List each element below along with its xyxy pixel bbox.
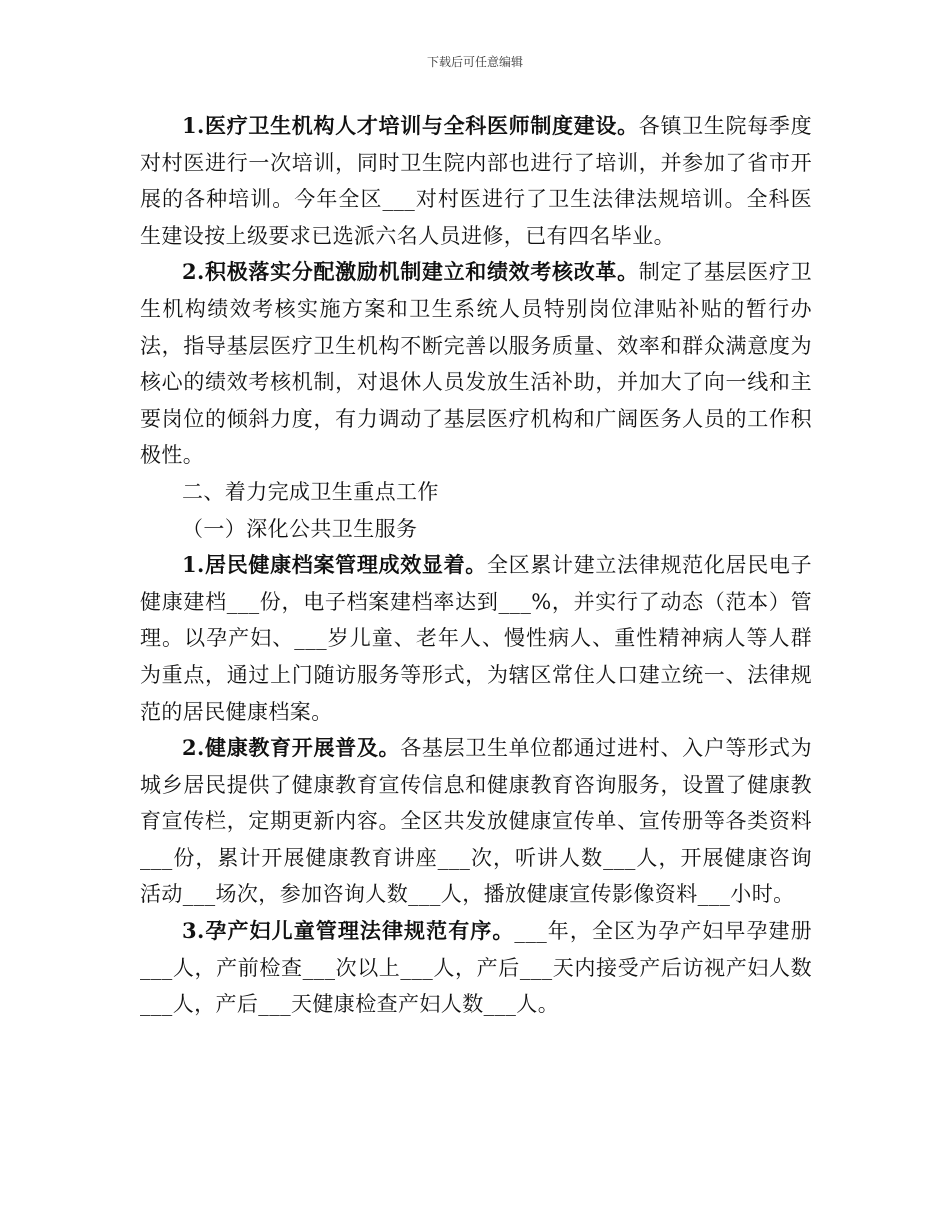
paragraph-text: 全区累计建立法律规范化居民电子健康建档___份，电子档案建档率达到___%，并实行了动态（范本）管理。以孕产妇、___岁儿童、老年人、慢性病人、重性精神病人等人群为重点，通过上门随访服务等形式，为辖区常住人口建立统一、法律规范的居民健康档案。 [140,553,813,724]
paragraph-maternal-child [140,913,812,1023]
paragraph-lead: 1.医疗卫生机构人才培训与全科医师制度建设。 [182,113,639,138]
paragraph-text: 各基层卫生单位都通过进村、入户等形式为城乡居民提供了健康教育宣传信息和健康教育咨询服务，设置了健康教育宣传栏，定期更新内容。全区共发放健康宣传单、宣传册等各类资料___份，累计开展健康教育讲座___次，听讲人数___人，开展健康咨询活动___场次，参加咨询人数___人，播放健康宣传影像资料___小时。 [140,736,812,907]
paragraph-incentive-reform [140,254,812,474]
paragraph-health-education [140,730,812,913]
paragraph-health-records [140,547,812,730]
subsection-heading: （一）深化公共卫生服务 [182,516,418,541]
page-header-note: 下载后可任意编辑 [426,55,523,69]
paragraph-text: 各镇卫生院每季度对村医进行一次培训，同时卫生院内部也进行了培训，并参加了省市开展的各种培训。今年全区___对村医进行了卫生法律法规培训。全科医生建设按上级要求已选派六名人员进修，已有四名毕业。 [140,114,812,248]
section-heading: 二、着力完成卫生重点工作 [182,479,439,504]
paragraph-text: ___年，全区为孕产妇早孕建册___人，产前检查___次以上___人，产后___天内接受产后访视产妇人数___人，产后___天健康检查产妇人数___人。 [140,919,812,1017]
document-body [140,108,812,1023]
paragraph-lead: 2.积极落实分配激励机制建立和绩效考核改革。 [182,259,639,285]
paragraph-text: 制定了基层医疗卫生机构绩效考核实施方案和卫生系统人员特别岗位津贴补贴的暂行办法，指导基层医疗卫生机构不断完善以服务质量、效率和群众满意度为核心的绩效考核机制，对退休人员发放生活补助，并加大了向一线和主要岗位的倾斜力度，有力调动了基层医疗机构和广阔医务人员的工作积极性。 [140,260,812,468]
paragraph-lead: 2.健康教育开展普及。 [182,735,401,761]
paragraph-lead: 1.居民健康档案管理成效显着。 [182,552,487,578]
paragraph-talent-training [140,108,812,254]
paragraph-lead: 3.孕产妇儿童管理法律规范有序。 [182,918,515,944]
